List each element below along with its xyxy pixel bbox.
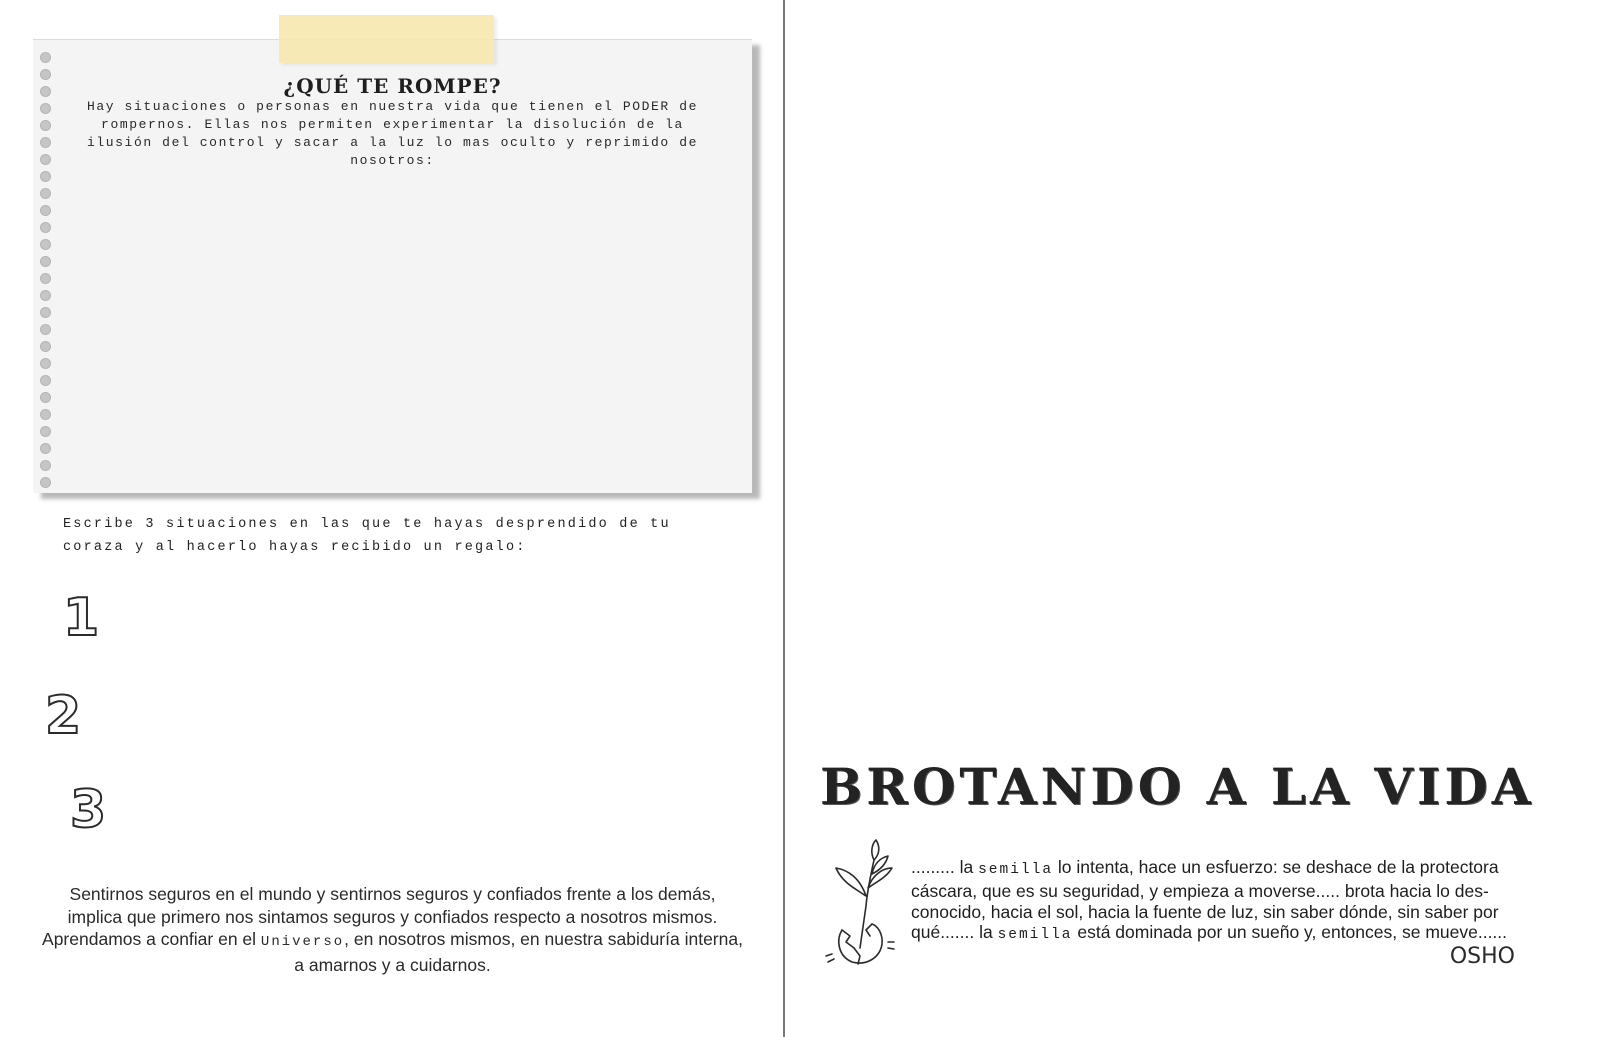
closing-highlight-word: Universo xyxy=(260,934,345,950)
ring-dot xyxy=(40,375,51,386)
ring-dot xyxy=(40,256,51,267)
quote-part-3: está dominada por un sueño y, entonces, se mueve...... xyxy=(1072,922,1508,943)
closing-text-before: Sentirnos seguros en el mundo y sentirnos seguros y confiados frente a los demás, implica que primero nos sintamos seguros y confiados respecto a nosotros mismos. Aprendamos a confiar en el xyxy=(42,884,718,949)
ring-dot xyxy=(40,222,51,233)
ring-dot xyxy=(40,324,51,335)
number-one: 1 xyxy=(63,588,100,648)
card-body-text: Hay situaciones o personas en nuestra vida que tienen el PODER de rompernos. Ellas nos permiten experimentar la disolución de la ilusión del control y sacar a la luz lo mas oculto y reprimido de nosotros: xyxy=(86,99,699,168)
quote-part-1: ......... la xyxy=(911,857,979,877)
ring-dot xyxy=(40,103,51,114)
ring-dot xyxy=(40,154,51,165)
ring-dot xyxy=(40,392,51,403)
number-three: 3 xyxy=(70,780,107,840)
ring-dot xyxy=(40,443,51,454)
ring-dot xyxy=(40,307,51,318)
ring-dot xyxy=(40,477,51,488)
page-divider xyxy=(783,0,785,1037)
ring-dot xyxy=(40,205,51,216)
sprouting-seed-icon xyxy=(820,838,900,968)
closing-paragraph xyxy=(40,883,745,976)
card-title: ¿QUÉ TE ROMPE? xyxy=(283,74,502,98)
ring-dot xyxy=(40,120,51,131)
ring-dot xyxy=(40,239,51,250)
tape-strip xyxy=(279,15,494,63)
ring-dot xyxy=(40,358,51,369)
section-title: BROTANDO A LA VIDA xyxy=(820,757,1535,816)
instruction-text: Escribe 3 situaciones en las que te hayas desprendido de tu coraza y al hacerlo hayas recibido un regalo: xyxy=(63,517,671,555)
quote-author: OSHO xyxy=(1449,944,1515,969)
ring-dot xyxy=(40,137,51,148)
quote-word-semilla-2: semilla xyxy=(997,927,1073,944)
number-two: 2 xyxy=(45,686,82,746)
quote-part-2: lo intenta, hace un esfuerzo: se deshace de la protectora cáscara, que es su seguridad, y empieza a moverse..... brota hacia lo des-conocido, hacia el sol, hacia la fuente de luz, sin saber dónde, sin saber por qué....... la xyxy=(911,857,1499,943)
quote-text xyxy=(911,857,1521,946)
ring-dot xyxy=(40,409,51,420)
closing-text-after: , en nosotros mismos, en nuestra sabiduría interna, a amarnos y a cuidarnos. xyxy=(294,929,743,975)
ring-dot xyxy=(40,341,51,352)
ring-dot xyxy=(40,426,51,437)
spiral-rings xyxy=(40,52,52,492)
ring-dot xyxy=(40,188,51,199)
ring-dot xyxy=(40,171,51,182)
ring-dot xyxy=(40,273,51,284)
ring-dot xyxy=(40,290,51,301)
quote-word-semilla-1: semilla xyxy=(978,862,1054,878)
ring-dot xyxy=(40,52,51,63)
ring-dot xyxy=(40,460,51,471)
